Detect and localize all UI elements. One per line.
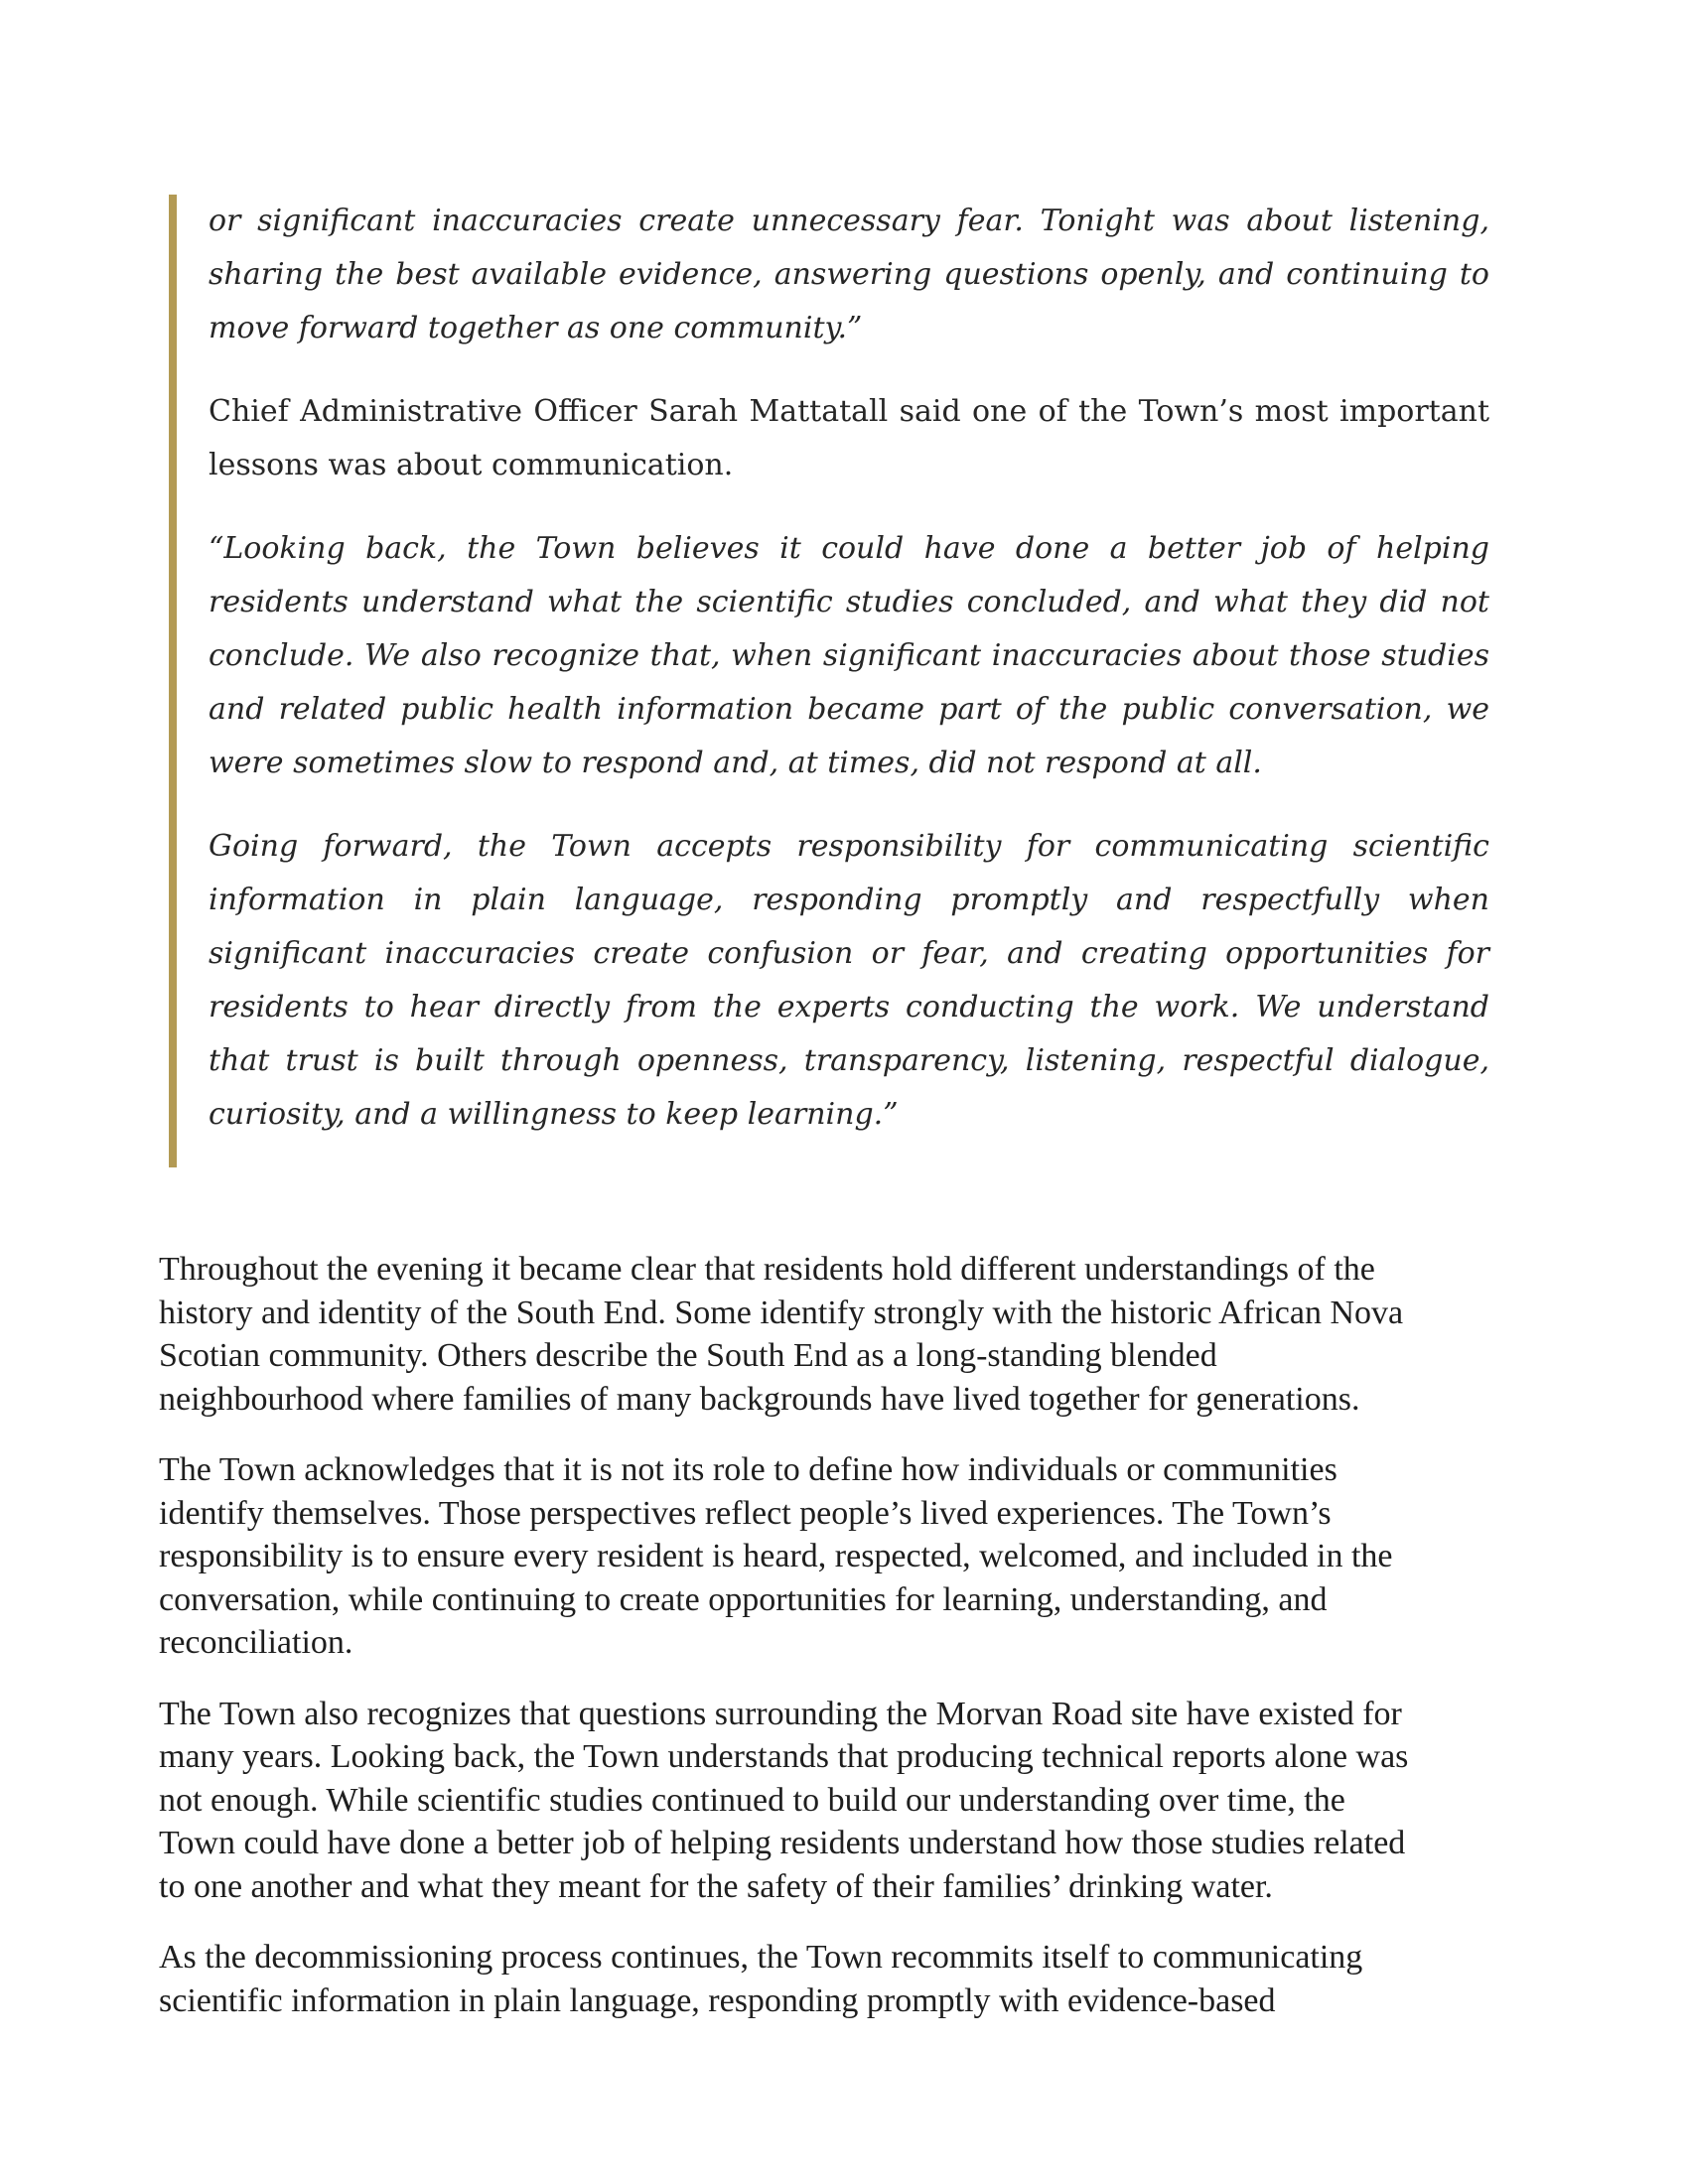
body-paragraph-3 bbox=[159, 1693, 1529, 1909]
body-line: neighbourhood where families of many backgrounds have lived together for generations. bbox=[159, 1380, 1360, 1418]
body-line: Town could have done a better job of helping residents understand how those studies related bbox=[159, 1825, 1406, 1861]
body-line: The Town acknowledges that it is not its role to define how individuals or communities bbox=[159, 1451, 1337, 1488]
body-line: to one another and what they meant for the safety of their families’ drinking water. bbox=[159, 1867, 1273, 1905]
quote-paragraph-3: Going forward, the Town accepts responsibility for communicating scientific information in plain language, responding promptly and respectfully when significant inaccuracies create confusion or fear, and creating opportunities for residents to hear directly from the experts conducting the work. We understand that trust is built through openness, transparency, listening, respectful dialogue, curiosity, and a willingness to keep learning.” bbox=[209, 829, 1489, 1132]
body-line: As the decommissioning process continues, the Town recommits itself to communicating bbox=[159, 1939, 1363, 1976]
quote-paragraph-1: or significant inaccuracies create unnecessary fear. Tonight was about listening, sharing the best available evidence, answering questions openly, and continuing to move forward together as one community.” bbox=[209, 204, 1489, 345]
body-line: scientific information in plain language, responding promptly with evidence-based bbox=[159, 1981, 1276, 2019]
body-line: identify themselves. Those perspectives reflect people’s lived experiences. The Town’s bbox=[159, 1494, 1332, 1532]
body-line: history and identity of the South End. Some identify strongly with the historic African Nova bbox=[159, 1294, 1404, 1331]
body-paragraph-1 bbox=[159, 1248, 1529, 1421]
body-line: responsibility is to ensure every resident is heard, respected, welcomed, and included in the bbox=[159, 1538, 1393, 1574]
pull-quote-content bbox=[209, 195, 1489, 1142]
body-line: Scotian community. Others describe the South End as a long-standing blended bbox=[159, 1337, 1217, 1374]
body-line: conversation, while continuing to create opportunities for learning, understanding, and bbox=[159, 1580, 1328, 1618]
body-paragraph-2 bbox=[159, 1448, 1529, 1665]
body-paragraph-4 bbox=[159, 1936, 1529, 2022]
pull-quote-block bbox=[169, 195, 1492, 1167]
body-line: not enough. While scientific studies continued to build our understanding over time, the bbox=[159, 1781, 1345, 1819]
attribution-paragraph: Chief Administrative Officer Sarah Mattatall said one of the Town’s most important lessons was about communication. bbox=[209, 394, 1489, 482]
body-line: Throughout the evening it became clear that residents hold different understandings of the bbox=[159, 1251, 1375, 1288]
body-text bbox=[159, 1248, 1529, 2022]
body-line: reconciliation. bbox=[159, 1624, 353, 1661]
body-line: The Town also recognizes that questions surrounding the Morvan Road site have existed for bbox=[159, 1695, 1402, 1732]
body-line: many years. Looking back, the Town understands that producing technical reports alone was bbox=[159, 1738, 1409, 1775]
quote-paragraph-2: “Looking back, the Town believes it could have done a better job of helping residents understand what the scientific studies concluded, and what they did not conclude. We also recognize that, when significant inaccuracies about those studies and related public health information became part of the public conversation, we were sometimes slow to respond and, at times, did not respond at all. bbox=[209, 531, 1489, 780]
